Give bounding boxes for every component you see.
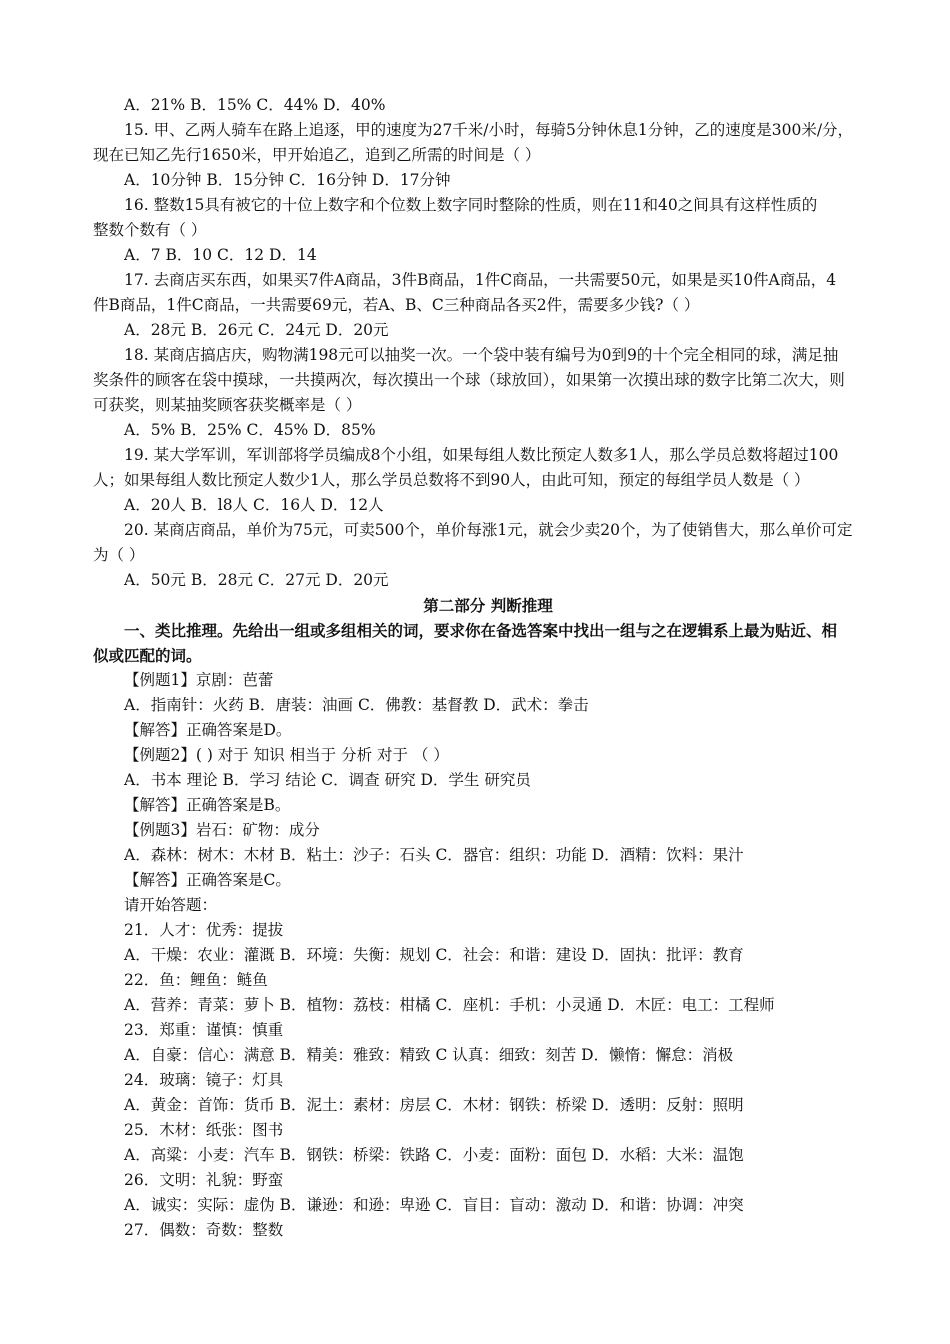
- q22-options: A．营养：青菜：萝卜 B．植物：荔枝：柑橘 C．座机：手机：小灵通 D．木匠：电工：工程师: [124, 996, 775, 1014]
- q19-stem-line2: 人；如果每组人数比预定人数少1人，那么学员总数将不到90人，由此可知，预定的每组学员人数是（ ）: [93, 471, 810, 489]
- example3-stem: 【例题3】岩石：矿物：成分: [124, 821, 320, 839]
- q24-stem: 24．玻璃：镜子：灯具: [124, 1071, 284, 1089]
- example2-stem: 【例题2】( ) 对于 知识 相当于 分析 对于 （ ）: [124, 746, 449, 764]
- q18-stem-line3: 可获奖，则某抽奖顾客获奖概率是（ ）: [93, 396, 362, 414]
- example1-stem: 【例题1】京剧：芭蕾: [124, 671, 274, 689]
- analogy-instructions-line1: 一、类比推理。先给出一组或多组相关的词，要求你在备选答案中找出一组与之在逻辑系上最为贴近、相: [124, 621, 838, 640]
- q23-options: A．自豪：信心：满意 B．精美：雅致：精致 C 认真：细致：刻苦 D．懒惰：懈怠：消极: [124, 1046, 734, 1064]
- q26-stem: 26．文明：礼貌：野蛮: [124, 1171, 284, 1189]
- q21-options: A．干燥：农业：灌溉 B．环境：失衡：规划 C．社会：和谐：建设 D．固执：批评：教育: [124, 946, 744, 964]
- q19-stem-line1: 19. 某大学军训，军训部将学员编成8个小组，如果每组人数比预定人数多1人，那么学员总数将超过100: [124, 446, 839, 464]
- q24-options: A．黄金：首饰：货币 B．泥土：素材：房层 C．木材：钢铁：桥梁 D．透明：反射：照明: [124, 1096, 744, 1114]
- q19-options: A．20人 B．l8人 C．16人 D．12人: [124, 496, 384, 514]
- q21-stem: 21．人才：优秀：提拔: [124, 921, 284, 939]
- q26-options: A．诚实：实际：虚伪 B．谦逊：和逊：卑逊 C．盲目：盲动：激动 D．和谐：协调：冲突: [124, 1196, 744, 1214]
- start-prompt: 请开始答题：: [124, 896, 218, 914]
- example3-answer: 【解答】正确答案是C。: [124, 871, 291, 889]
- q17-stem-line1: 17. 去商店买东西，如果买7件A商品，3件B商品，1件C商品，一共需要50元，如果是买10件A商品，4: [124, 271, 837, 289]
- analogy-instructions-line2: 似或匹配的词。: [93, 646, 202, 665]
- q15-stem-line1: 15. 甲、乙两人骑车在路上追逐，甲的速度为27千米/小时，每骑5分钟休息1分钟，乙的速度是300米/分，: [124, 121, 854, 139]
- example2-options: A．书本 理论 B．学习 结论 C．调查 研究 D．学生 研究员: [124, 771, 531, 789]
- q16-options: A．7 B．10 C．12 D．14: [124, 246, 317, 264]
- q20-options: A．50元 B．28元 C．27元 D．20元: [124, 571, 389, 589]
- q18-options: A．5% B．25% C．45% D．85%: [124, 421, 376, 439]
- section-title: 第二部分 判断推理: [423, 596, 553, 615]
- q17-stem-line2: 件B商品，1件C商品，一共需要69元，若A、B、C三种商品各买2件，需要多少钱?（ ）: [93, 296, 700, 314]
- q25-options: A．高粱：小麦：汽车 B．钢铁：桥梁：铁路 C．小麦：面粉：面包 D．水稻：大米：温饱: [124, 1146, 744, 1164]
- example1-answer: 【解答】正确答案是D。: [124, 721, 292, 739]
- q16-stem-line1: 16. 整数15具有被它的十位上数字和个位数上数字同时整除的性质，则在11和40之间具有这样性质的: [124, 196, 818, 214]
- q27-stem: 27．偶数：奇数：整数: [124, 1221, 284, 1239]
- q16-stem-line2: 整数个数有（ ）: [93, 221, 207, 239]
- q18-stem-line1: 18. 某商店搞店庆，购物满198元可以抽奖一次。一个袋中装有编号为0到9的十个完全相同的球，满足抽: [124, 346, 839, 364]
- q15-stem-line2: 现在已知乙先行1650米，甲开始追乙，追到乙所需的时间是（ ）: [93, 146, 541, 164]
- q23-stem: 23．郑重：谨慎：慎重: [124, 1021, 284, 1039]
- q18-stem-line2: 奖条件的顾客在袋中摸球，一共摸两次，每次摸出一个球（球放回），如果第一次摸出球的数字比第二次大，则: [93, 371, 845, 389]
- q20-stem-line2: 为（ ）: [93, 546, 145, 564]
- q14-options: A．21% B．15% C．44% D．40%: [124, 96, 386, 114]
- example1-options: A．指南针：火药 B．唐装：油画 C．佛教：基督教 D．武术：拳击: [124, 696, 589, 714]
- q22-stem: 22．鱼：鲤鱼：鲢鱼: [124, 971, 268, 989]
- q20-stem-line1: 20. 某商店商品，单价为75元，可卖500个，单价每涨1元，就会少卖20个，为了使销售大，那么单价可定: [124, 521, 853, 539]
- q15-options: A．10分钟 B．15分钟 C．16分钟 D．17分钟: [124, 171, 451, 189]
- q25-stem: 25．木材：纸张：图书: [124, 1121, 284, 1139]
- q17-options: A．28元 B．26元 C．24元 D．20元: [124, 321, 389, 339]
- example2-answer: 【解答】正确答案是B。: [124, 796, 291, 814]
- example3-options: A．森林：树木：木材 B．粘土：沙子：石头 C．器官：组织：功能 D．酒精：饮料：果汁: [124, 846, 744, 864]
